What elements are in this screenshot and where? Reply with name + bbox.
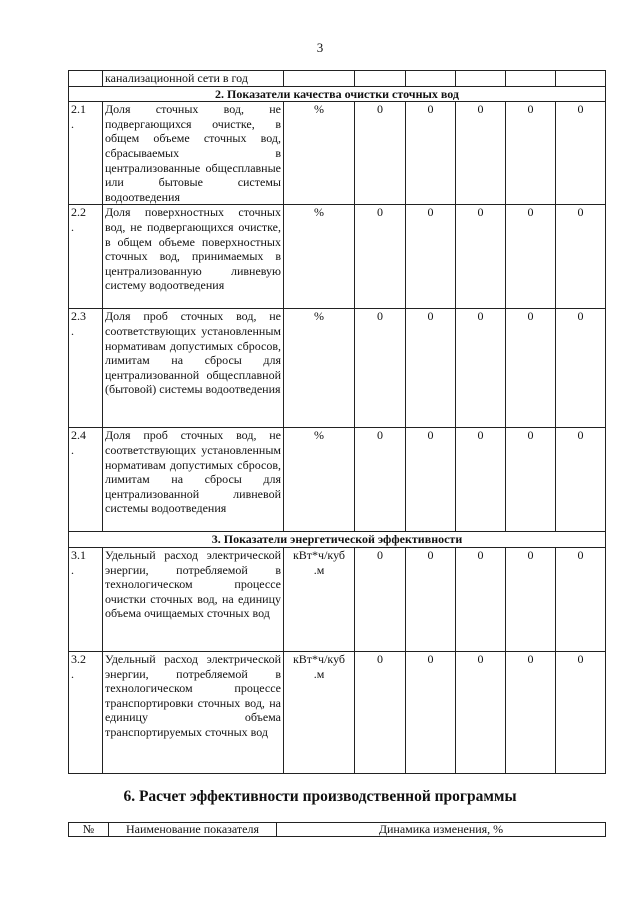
table-row-carryover xyxy=(69,71,606,87)
value-cell: 0 xyxy=(506,428,556,532)
value-cell: 0 xyxy=(506,651,556,773)
value-cell: 0 xyxy=(406,309,456,428)
value-cell: 0 xyxy=(456,547,506,651)
unit-cell: кВт*ч/куб .м xyxy=(284,547,355,651)
unit-cell: % xyxy=(284,309,355,428)
value-cell: 0 xyxy=(355,547,406,651)
table-row xyxy=(69,309,606,428)
value-cell: 0 xyxy=(556,428,606,532)
section-title: 3. Показатели энергетической эффективности xyxy=(211,532,463,547)
efficiency-table xyxy=(68,822,606,837)
row-number: 2.4 . xyxy=(69,428,103,532)
section-title: 2. Показатели качества очистки сточных вод xyxy=(215,86,459,101)
value-cell: 0 xyxy=(506,205,556,309)
header-num: № xyxy=(69,823,109,837)
indicator-name: канализационной сети в год xyxy=(103,71,284,87)
indicator-name: Удельный расход электрической энергии, потребляемой в технологическом процессе очистки сточных вод, на единицу объема очищаемых сточных вод xyxy=(103,547,284,651)
value-cell: 0 xyxy=(456,309,506,428)
value-cell: 0 xyxy=(556,205,606,309)
row-number: 3.1 . xyxy=(69,547,103,651)
section-6-heading: 6. Расчет эффективности производственной программы xyxy=(123,788,517,805)
value-cell: 0 xyxy=(456,428,506,532)
value-cell: 0 xyxy=(355,102,406,205)
section-header-energy xyxy=(69,532,606,548)
indicator-name: Удельный расход электрической энергии, потребляемой в технологическом процессе транспортировки сточных вод, на единицу объема транспортируемых сточных вод xyxy=(103,651,284,773)
value-cell: 0 xyxy=(506,102,556,205)
value-cell xyxy=(506,71,556,87)
indicator-name: Доля сточных вод, не подвергающихся очистке, в общем объеме сточных вод, сбрасываемых в централизованные общесплавные или бытовые системы водоотведения xyxy=(103,102,284,205)
row-number: 2.2 . xyxy=(69,205,103,309)
value-cell xyxy=(456,71,506,87)
table-row xyxy=(69,428,606,532)
row-number: 2.1 . xyxy=(69,102,103,205)
value-cell: 0 xyxy=(456,651,506,773)
value-cell: 0 xyxy=(406,547,456,651)
value-cell xyxy=(406,71,456,87)
unit-cell: % xyxy=(284,205,355,309)
value-cell: 0 xyxy=(556,651,606,773)
value-cell xyxy=(556,71,606,87)
value-cell: 0 xyxy=(355,205,406,309)
unit-cell: кВт*ч/куб .м xyxy=(284,651,355,773)
value-cell: 0 xyxy=(355,309,406,428)
row-number: 2.3 . xyxy=(69,309,103,428)
indicators-table xyxy=(68,70,606,774)
value-cell: 0 xyxy=(355,428,406,532)
table-row xyxy=(69,547,606,651)
efficiency-table-header xyxy=(69,823,606,837)
row-number xyxy=(69,71,103,87)
value-cell: 0 xyxy=(406,428,456,532)
page-number: 3 xyxy=(316,40,324,55)
value-cell: 0 xyxy=(406,205,456,309)
value-cell: 0 xyxy=(506,547,556,651)
value-cell xyxy=(355,71,406,87)
header-dynamics: Динамика изменения, % xyxy=(277,823,606,837)
value-cell: 0 xyxy=(556,547,606,651)
value-cell: 0 xyxy=(456,205,506,309)
row-number: 3.2 . xyxy=(69,651,103,773)
value-cell: 0 xyxy=(406,102,456,205)
table-row xyxy=(69,651,606,773)
value-cell: 0 xyxy=(456,102,506,205)
table-row xyxy=(69,205,606,309)
table-row xyxy=(69,102,606,205)
value-cell: 0 xyxy=(406,651,456,773)
value-cell: 0 xyxy=(355,651,406,773)
indicator-name: Доля поверхностных сточных вод, не подвергающихся очистке, в общем объеме поверхностных сточных вод, принимаемых в централизованную ливневую систему водоотведения xyxy=(103,205,284,309)
indicator-name: Доля проб сточных вод, не соответствующих установленным нормативам допустимых сбросов, лимитам на сбросы для централизованной общесплавной (бытовой) системы водоотведения xyxy=(103,309,284,428)
unit-cell: % xyxy=(284,102,355,205)
unit-cell xyxy=(284,71,355,87)
value-cell: 0 xyxy=(506,309,556,428)
unit-cell: % xyxy=(284,428,355,532)
section-header-quality xyxy=(69,86,606,102)
value-cell: 0 xyxy=(556,102,606,205)
value-cell: 0 xyxy=(556,309,606,428)
header-name: Наименование показателя xyxy=(109,823,277,837)
indicator-name: Доля проб сточных вод, не соответствующих установленным нормативам допустимых сбросов, лимитам на сбросы для централизованной ливневой системы водоотведения xyxy=(103,428,284,532)
